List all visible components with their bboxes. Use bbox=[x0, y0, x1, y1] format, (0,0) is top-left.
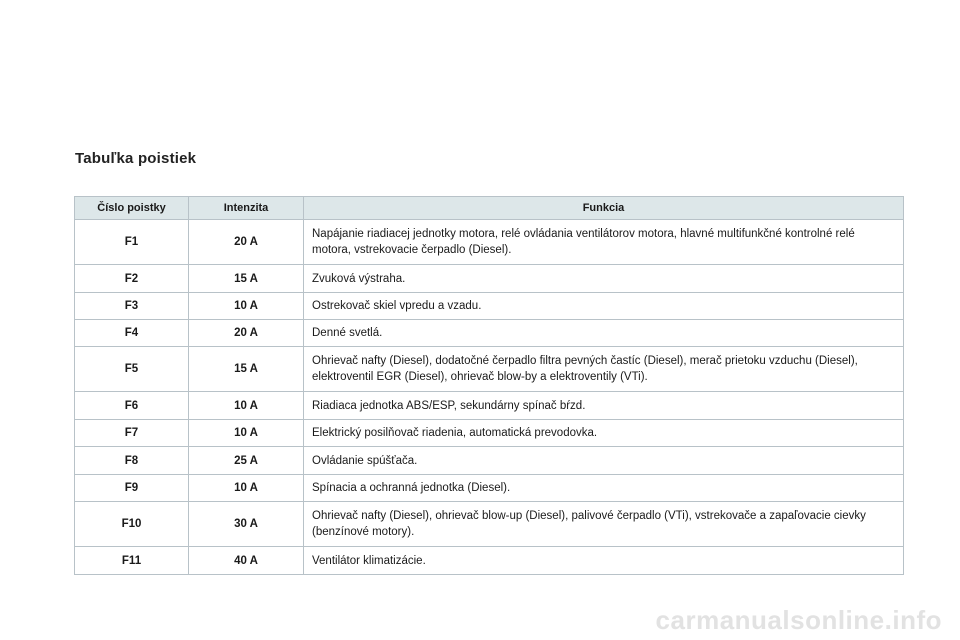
fuse-number: F11 bbox=[75, 547, 189, 575]
table-row bbox=[75, 220, 904, 265]
fuse-amperage: 20 A bbox=[189, 220, 304, 265]
table-row bbox=[75, 547, 904, 575]
table-row bbox=[75, 320, 904, 347]
fuse-number: F7 bbox=[75, 420, 189, 447]
table-row bbox=[75, 502, 904, 547]
fuse-function: Elektrický posilňovač riadenia, automatická prevodovka. bbox=[304, 420, 904, 447]
table-row bbox=[75, 420, 904, 447]
header-fuse-number: Číslo poistky bbox=[75, 197, 189, 220]
fuse-function: Ohrievač nafty (Diesel), dodatočné čerpadlo filtra pevných častíc (Diesel), merač prietoku vzduchu (Diesel), elektroventil EGR (Diesel), ohrievač blow-by a elektroventily (VTi). bbox=[304, 347, 904, 392]
fuse-amperage: 10 A bbox=[189, 420, 304, 447]
fuse-function: Denné svetlá. bbox=[304, 320, 904, 347]
table-body bbox=[75, 220, 904, 575]
table-row bbox=[75, 293, 904, 320]
table-row bbox=[75, 347, 904, 392]
fuse-number: F5 bbox=[75, 347, 189, 392]
table-row bbox=[75, 392, 904, 420]
fuse-function: Ventilátor klimatizácie. bbox=[304, 547, 904, 575]
fuse-amperage: 15 A bbox=[189, 265, 304, 293]
header-row bbox=[75, 197, 904, 220]
fuse-function: Ovládanie spúšťača. bbox=[304, 447, 904, 475]
fuse-function: Ostrekovač skiel vpredu a vzadu. bbox=[304, 293, 904, 320]
fuse-number: F2 bbox=[75, 265, 189, 293]
fuse-amperage: 40 A bbox=[189, 547, 304, 575]
table-header bbox=[75, 197, 904, 220]
fuse-amperage: 10 A bbox=[189, 392, 304, 420]
table-row bbox=[75, 475, 904, 502]
fuse-number: F1 bbox=[75, 220, 189, 265]
fuse-amperage: 10 A bbox=[189, 293, 304, 320]
fuse-function: Spínacia a ochranná jednotka (Diesel). bbox=[304, 475, 904, 502]
fuse-number: F9 bbox=[75, 475, 189, 502]
fuse-number: F3 bbox=[75, 293, 189, 320]
table-row bbox=[75, 447, 904, 475]
fuse-function: Napájanie riadiacej jednotky motora, relé ovládania ventilátorov motora, hlavné multifunkčné kontrolné relé motora, vstrekovacie čerpadlo (Diesel). bbox=[304, 220, 904, 265]
fuse-amperage: 25 A bbox=[189, 447, 304, 475]
page-title: Tabuľka poistiek bbox=[75, 150, 197, 167]
fuse-function: Ohrievač nafty (Diesel), ohrievač blow-up (Diesel), palivové čerpadlo (VTi), vstrekovače a zapaľovacie cievky (benzínové motory). bbox=[304, 502, 904, 547]
header-function: Funkcia bbox=[304, 197, 904, 220]
fuse-number: F6 bbox=[75, 392, 189, 420]
fuse-function: Zvuková výstraha. bbox=[304, 265, 904, 293]
fuse-amperage: 30 A bbox=[189, 502, 304, 547]
fuse-amperage: 10 A bbox=[189, 475, 304, 502]
table-row bbox=[75, 265, 904, 293]
fuse-number: F4 bbox=[75, 320, 189, 347]
watermark: carmanualsonline.info bbox=[655, 605, 942, 635]
fuse-number: F8 bbox=[75, 447, 189, 475]
header-amperage: Intenzita bbox=[189, 197, 304, 220]
fuse-function: Riadiaca jednotka ABS/ESP, sekundárny spínač bŕzd. bbox=[304, 392, 904, 420]
fuse-amperage: 20 A bbox=[189, 320, 304, 347]
fuse-number: F10 bbox=[75, 502, 189, 547]
fuse-table bbox=[74, 196, 904, 575]
fuse-amperage: 15 A bbox=[189, 347, 304, 392]
